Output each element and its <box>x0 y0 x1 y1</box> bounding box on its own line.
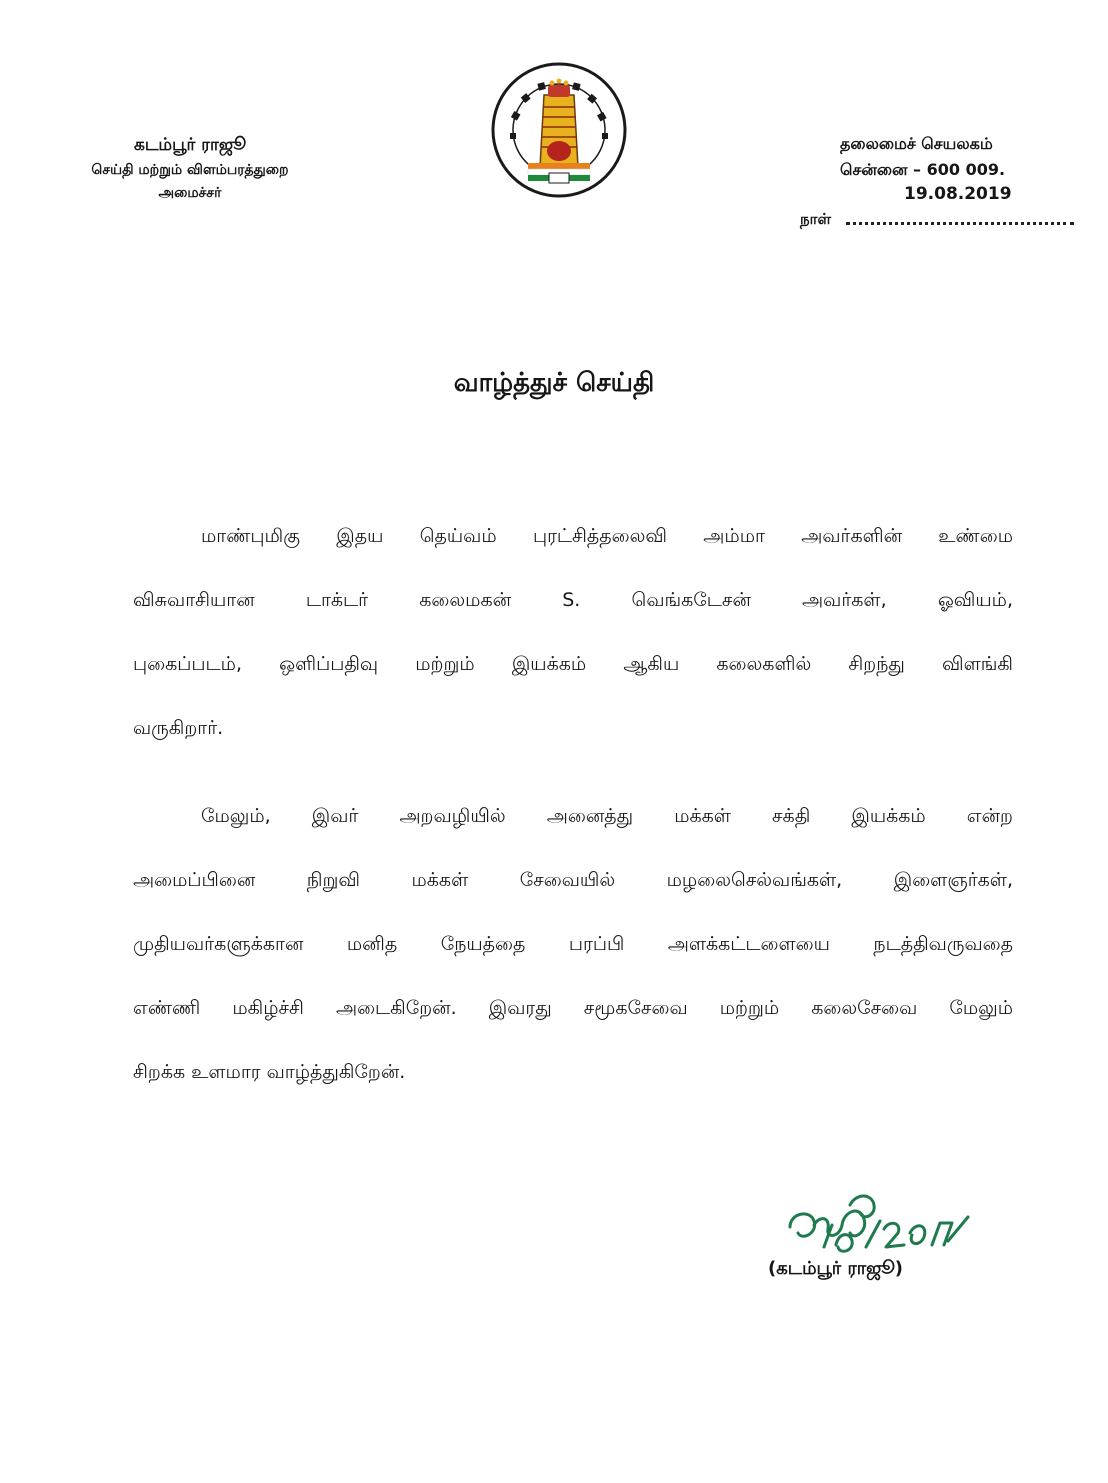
office-name: தலைமைச் செயலகம் <box>840 134 993 153</box>
letter-date: 19.08.2019 <box>904 184 1012 204</box>
date-label: நாள் <box>800 210 831 228</box>
paragraph-line: முதியவர்களுக்கான மனித நேயத்தை பரப்பி அளக்கட்டளையை நடத்திவருவதை <box>133 933 1013 955</box>
paragraph-line: எண்ணி மகிழ்ச்சி அடைகிறேன். இவரது சமூகசேவை மற்றும் கலைசேவை மேலும் <box>133 997 1013 1019</box>
paragraph-line: விசுவாசியான டாக்டர் கலைமகன் S. வெங்கடேசன் அவர்கள், ஓவியம், <box>133 589 1013 611</box>
sender-role: அமைச்சர் <box>158 185 222 201</box>
sender-name: கடம்பூர் ராஜூ <box>134 135 246 155</box>
letter-title: வாழ்த்துச் செய்தி <box>453 368 655 398</box>
signatory-name: (கடம்பூர் ராஜூ) <box>768 1258 904 1279</box>
paragraph-1 <box>133 504 1013 760</box>
paragraph-line: வருகிறார். <box>133 717 224 739</box>
paragraph-line: சிறக்க உளமார வாழ்த்துகிறேன். <box>133 1061 406 1083</box>
paragraph-line: புகைப்படம், ஒளிப்பதிவு மற்றும் இயக்கம் ஆகிய கலைகளில் சிறந்து விளங்கி <box>133 653 1013 675</box>
paragraph-2 <box>133 784 1013 1104</box>
paragraph-line: அமைப்பினை நிறுவி மக்கள் சேவையில் மழலைசெல்வங்கள், இளைஞர்கள், <box>133 869 1013 891</box>
paragraph-line: மாண்புமிகு இதய தெய்வம் புரட்சித்தலைவி அம்மா அவர்களின் உண்மை <box>201 525 1013 547</box>
date-dotted-line <box>846 222 1074 225</box>
office-address: சென்னை – 600 009. <box>840 160 1006 179</box>
sender-department: செய்தி மற்றும் விளம்பரத்துறை <box>91 162 289 178</box>
tamil-nadu-emblem-icon <box>478 55 640 205</box>
sender-block <box>40 132 340 204</box>
paragraph-line: மேலும், இவர் அறவழியில் அனைத்து மக்கள் சக்தி இயக்கம் என்ற <box>201 805 1013 827</box>
